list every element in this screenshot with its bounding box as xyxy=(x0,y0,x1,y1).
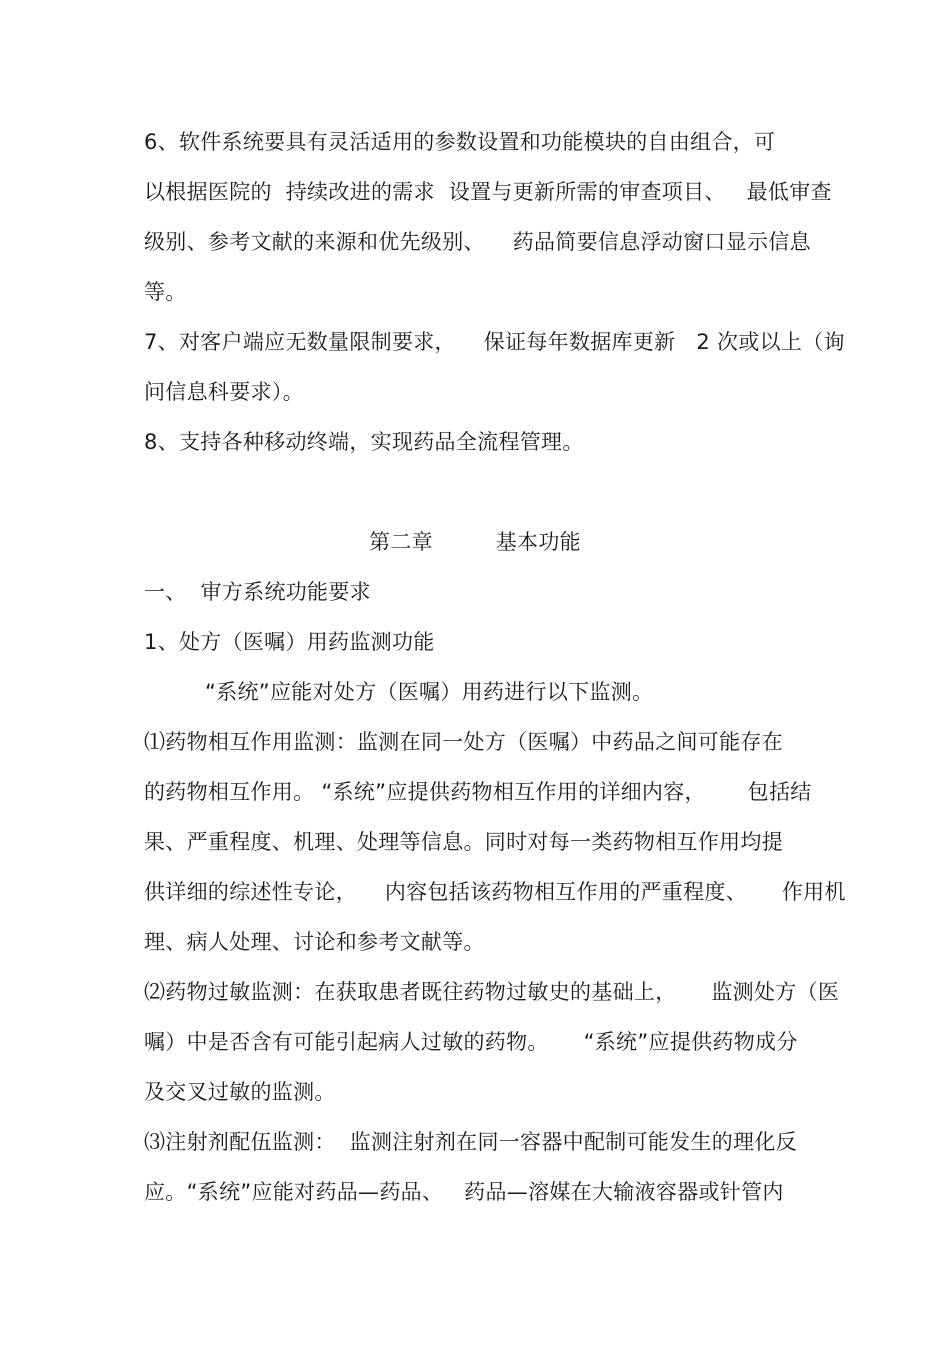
paragraph-line-2: 以根据医院的 持续改进的需求 设置与更新所需的审查项目、 最低审查 xyxy=(144,180,832,204)
paragraph-line-13: 的药物相互作用。 “系统”应提供药物相互作用的详细内容， 包括结 xyxy=(144,780,812,804)
paragraph-line-3: 级别、参考文献的来源和优先级别、 药品简要信息浮动窗口显示信息 xyxy=(144,230,811,254)
paragraph-line-15: 供详细的综述性专论， 内容包括该药物相互作用的严重程度、 作用机 xyxy=(144,880,846,904)
subsection-heading: 1、处方（医嘱）用药监测功能 xyxy=(144,630,435,654)
paragraph-line-12: ⑴药物相互作用监测：监测在同一处方（医嘱）中药品之间可能存在 xyxy=(144,730,783,754)
paragraph-line-17: ⑵药物过敏监测：在获取患者既往药物过敏史的基础上， 监测处方（医 xyxy=(144,980,840,1004)
chapter-heading: 第二章 基本功能 xyxy=(369,530,581,554)
paragraph-line-1: 6、软件系统要具有灵活适用的参数设置和功能模块的自由组合，可 xyxy=(144,130,776,154)
section-heading: 一、 审方系统功能要求 xyxy=(144,580,371,604)
paragraph-line-5: 7、对客户端应无数量限制要求， 保证每年数据库更新 2 次或以上（询 xyxy=(144,330,845,354)
paragraph-line-16: 理、病人处理、讨论和参考文献等。 xyxy=(144,930,485,954)
paragraph-line-11: “系统”应能对处方（医嘱）用药进行以下监测。 xyxy=(205,680,654,704)
paragraph-line-14: 果、严重程度、机理、处理等信息。同时对每一类药物相互作用均提 xyxy=(144,830,783,854)
paragraph-line-21: 应。“系统”应能对药品—药品、 药品—溶媒在大输液容器或针管内 xyxy=(144,1180,784,1204)
paragraph-line-18: 嘱）中是否含有可能引起病人过敏的药物。 “系统”应提供药物成分 xyxy=(144,1030,798,1054)
paragraph-line-7: 8、支持各种移动终端，实现药品全流程管理。 xyxy=(144,430,584,454)
paragraph-line-20: ⑶注射剂配伍监测： 监测注射剂在同一容器中配制可能发生的理化反 xyxy=(144,1130,797,1154)
paragraph-line-6: 问信息科要求）。 xyxy=(144,380,304,404)
paragraph-line-19: 及交叉过敏的监测。 xyxy=(144,1080,336,1104)
paragraph-line-4: 等。 xyxy=(144,280,187,304)
